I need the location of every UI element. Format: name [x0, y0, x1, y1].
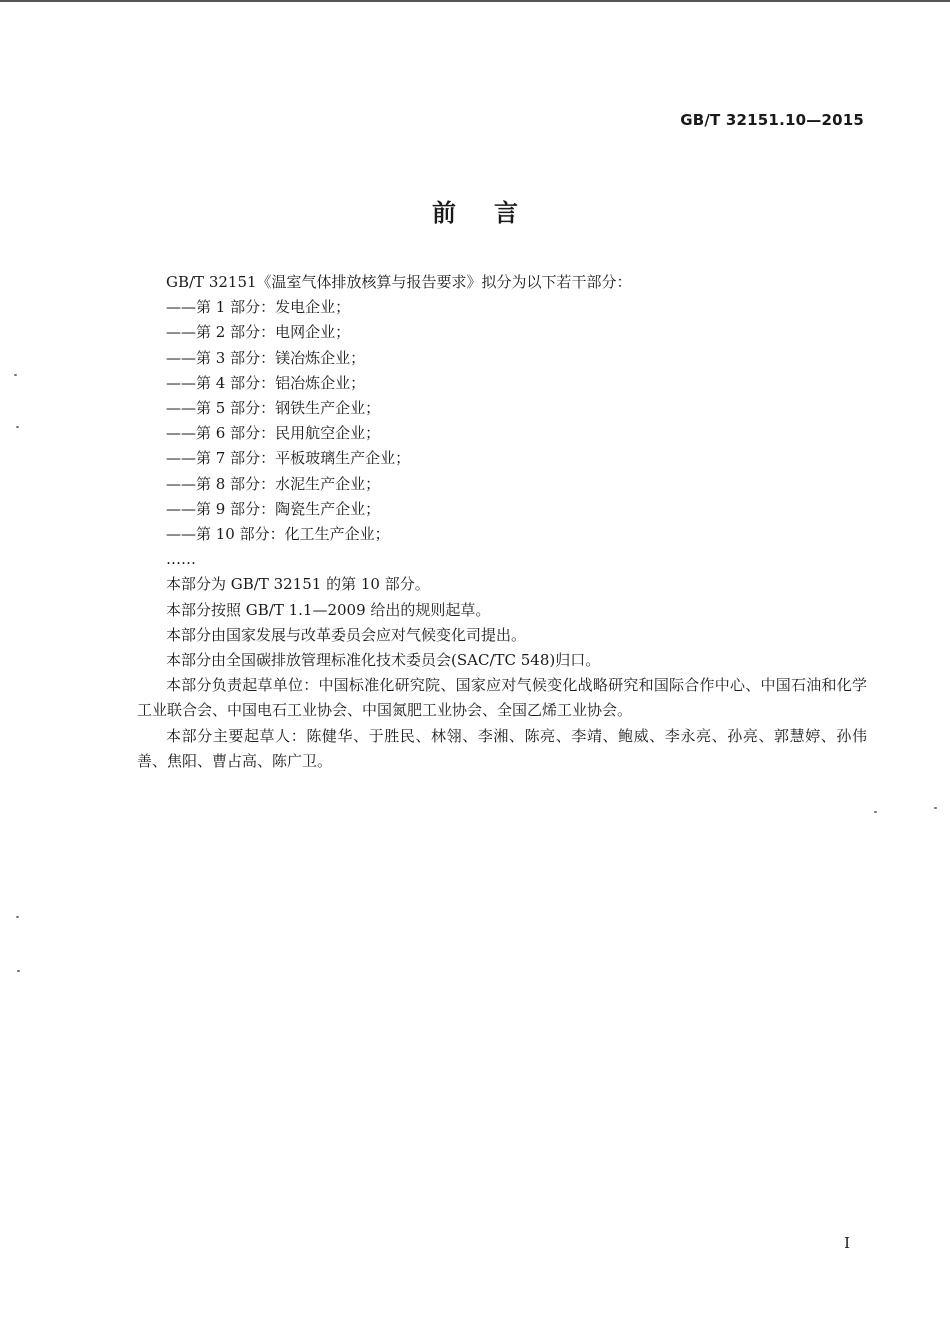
part-item-8: ——第 8 部分：水泥生产企业；	[166, 474, 381, 493]
part-item-1: ——第 1 部分：发电企业；	[166, 298, 351, 317]
part-of-paragraph: 本部分为 GB/T 32151 的第 10 部分。	[166, 575, 430, 594]
top-rule	[0, 0, 950, 2]
part-item-6: ——第 6 部分：民用航空企业；	[166, 424, 381, 443]
page-number: I	[844, 1234, 850, 1252]
part-item-4: ——第 4 部分：铝冶炼企业；	[166, 373, 366, 392]
drafting-rules-paragraph: 本部分按照 GB/T 1.1—2009 给出的规则起草。	[166, 600, 491, 619]
parts-list	[137, 295, 867, 547]
list-ellipsis: ……	[166, 550, 196, 569]
scan-speck	[16, 426, 19, 428]
part-item-9: ——第 9 部分：陶瓷生产企业；	[166, 499, 381, 518]
proposed-by-paragraph: 本部分由国家发展与改革委员会应对气候变化司提出。	[166, 625, 527, 644]
scan-speck	[934, 807, 937, 809]
part-item-3: ——第 3 部分：镁冶炼企业；	[166, 348, 366, 367]
intro-paragraph: GB/T 32151《温室气体排放核算与报告要求》拟分为以下若干部分：	[166, 273, 632, 291]
foreword-body	[137, 270, 867, 774]
scan-speck	[14, 374, 17, 376]
drafting-units-paragraph: 本部分负责起草单位：中国标准化研究院、国家应对气候变化战略研究和国际合作中心、中国石油和化学工业联合会、中国电石工业协会、中国氮肥工业协会、全国乙烯工业协会。	[137, 676, 867, 720]
scan-speck	[16, 916, 19, 918]
part-item-10: ——第 10 部分：化工生产企业；	[166, 525, 390, 544]
part-item-5: ——第 5 部分：钢铁生产企业；	[166, 399, 381, 418]
part-item-2: ——第 2 部分：电网企业；	[166, 323, 351, 342]
jurisdiction-paragraph: 本部分由全国碳排放管理标准化技术委员会(SAC/TC 548)归口。	[166, 651, 601, 670]
scan-speck	[874, 811, 877, 813]
drafters-paragraph: 本部分主要起草人：陈健华、于胜民、林翎、李湘、陈亮、李靖、鲍威、李永亮、孙亮、郭慧婷、孙伟善、焦阳、曹占高、陈广卫。	[137, 726, 867, 770]
standard-number: GB/T 32151.10—2015	[680, 111, 864, 129]
part-item-7: ——第 7 部分：平板玻璃生产企业；	[166, 449, 411, 468]
page-title: 前言	[432, 199, 556, 227]
scan-speck	[17, 970, 20, 972]
